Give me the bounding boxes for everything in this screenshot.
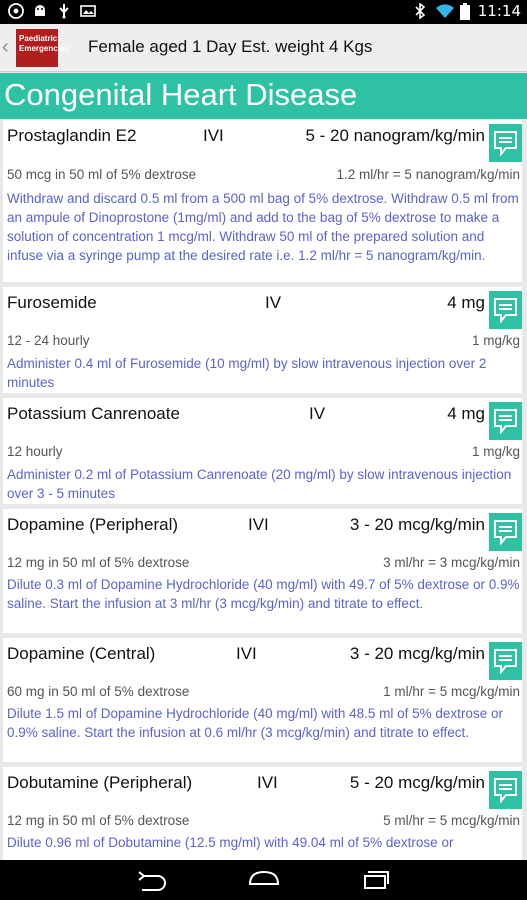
app-bar [0,24,527,72]
drug-card[interactable] [3,120,522,282]
drug-instructions: Administer 0.2 ml of Potassium Canrenoate (20 mg/ml) by slow intravenous injection over 3 - 5 minutes [7,467,512,501]
drug-dose: 5 - 20 nanogram/kg/min [305,126,485,145]
drug-card[interactable] [3,398,522,504]
drug-name: Furosemide [7,293,97,312]
drug-route: IV [309,404,326,423]
note-icon [493,648,518,674]
note-button[interactable] [489,124,522,162]
note-icon [493,519,518,545]
status-time: 11:14 [477,2,521,20]
drug-card[interactable] [3,767,522,860]
android-icon [32,3,48,19]
drug-dose: 4 mg [447,404,485,423]
note-icon [493,130,518,156]
drug-card[interactable] [3,638,522,762]
drug-preparation: 12 mg in 50 ml of 5% dextrose [7,555,190,570]
back-chevron-icon[interactable]: ‹ [2,36,9,58]
drug-instructions: Administer 0.4 ml of Furosemide (10 mg/ml) by slow intravenous injection over 2 minutes [7,356,487,390]
drug-rate: 5 ml/hr = 5 mcg/kg/min [383,813,520,828]
drug-dose: 4 mg [447,293,485,312]
battery-icon [460,3,470,19]
drug-rate: 1.2 ml/hr = 5 nanogram/kg/min [336,167,520,182]
note-icon [493,297,518,323]
drug-instructions: Withdraw and discard 0.5 ml from a 500 ml bag of 5% dextrose. Withdraw 0.5 ml from an ampule of Dinoprostone (1mg/ml) and add to the bag of 5% dextrose to make a solution of concentration 1 mcg/ml. Withdraw 50 ml of the prepared solution and infuse via a syringe pump at the desired rate i.e. 1.2 ml/hr = 5 nanogram/kg/min. [7,191,519,263]
drug-instructions: Dilute 0.96 ml of Dobutamine (12.5 mg/ml) with 49.04 ml of 5% dextrose or [7,835,454,850]
note-button[interactable] [489,402,522,440]
app-logo[interactable]: Paediatric Emergencies [16,29,58,67]
navigation-bar [0,860,527,900]
drug-instructions: Dilute 0.3 ml of Dopamine Hydrochloride (40 mg/ml) with 49.7 of 5% dextrose or 0.9% saline. Start the infusion at 3 ml/hr (3 mcg/kg/min) and titrate to effect. [7,577,520,611]
drug-rate: 1 mg/kg [471,333,520,348]
drug-dose: 3 - 20 mcg/kg/min [349,515,485,534]
drug-preparation: 60 mg in 50 ml of 5% dextrose [7,684,190,699]
drug-route: IVI [248,515,269,534]
drug-name: Dobutamine (Peripheral) [7,773,193,792]
drug-list[interactable] [0,119,527,860]
drug-rate: 3 ml/hr = 3 mcg/kg/min [383,555,520,570]
back-button[interactable] [132,868,172,892]
drug-name: Prostaglandin E2 [7,126,137,145]
drug-dose: 3 - 20 mcg/kg/min [349,644,485,663]
title-bar [0,73,527,119]
drug-name: Dopamine (Central) [7,644,156,663]
drug-route: IVI [257,773,278,792]
drug-name: Dopamine (Peripheral) [7,515,179,534]
usb-icon [56,3,72,19]
image-icon [80,3,96,19]
drug-route: IVI [236,644,257,663]
status-bar [0,0,527,24]
note-button[interactable] [489,513,522,551]
recent-apps-icon [355,868,395,892]
note-icon [493,408,518,434]
drug-instructions: Dilute 1.5 ml of Dopamine Hydrochloride (40 mg/ml) with 48.5 ml of 5% dextrose or 0.9% saline. Start the infusion at 0.6 ml/hr (3 mcg/kg/min) and titrate to effect. [7,706,503,740]
drug-rate: 1 mg/kg [471,444,520,459]
drug-preparation: 12 hourly [7,444,63,459]
drug-route: IVI [203,126,224,145]
recent-apps-button[interactable] [355,868,395,892]
back-arrow-icon [132,868,172,892]
bluetooth-icon [412,3,428,19]
note-button[interactable] [489,291,522,329]
note-icon [493,777,518,803]
drug-card[interactable] [3,287,522,393]
notification-icon [8,3,24,19]
drug-preparation: 12 mg in 50 ml of 5% dextrose [7,813,190,828]
page-title: Congenital Heart Disease [4,77,358,112]
drug-preparation: 12 - 24 hourly [7,333,90,348]
note-button[interactable] [489,771,522,809]
patient-info: Female aged 1 Day Est. weight 4 Kgs [88,37,373,56]
home-button[interactable] [244,868,284,892]
home-icon [244,868,284,892]
drug-preparation: 50 mcg in 50 ml of 5% dextrose [7,167,197,182]
drug-rate: 1 ml/hr = 5 mcg/kg/min [383,684,520,699]
drug-name: Potassium Canrenoate [7,404,180,423]
drug-dose: 5 - 20 mcg/kg/min [349,773,485,792]
note-button[interactable] [489,642,522,680]
drug-card[interactable] [3,509,522,633]
wifi-icon [436,3,452,19]
drug-route: IV [265,293,282,312]
